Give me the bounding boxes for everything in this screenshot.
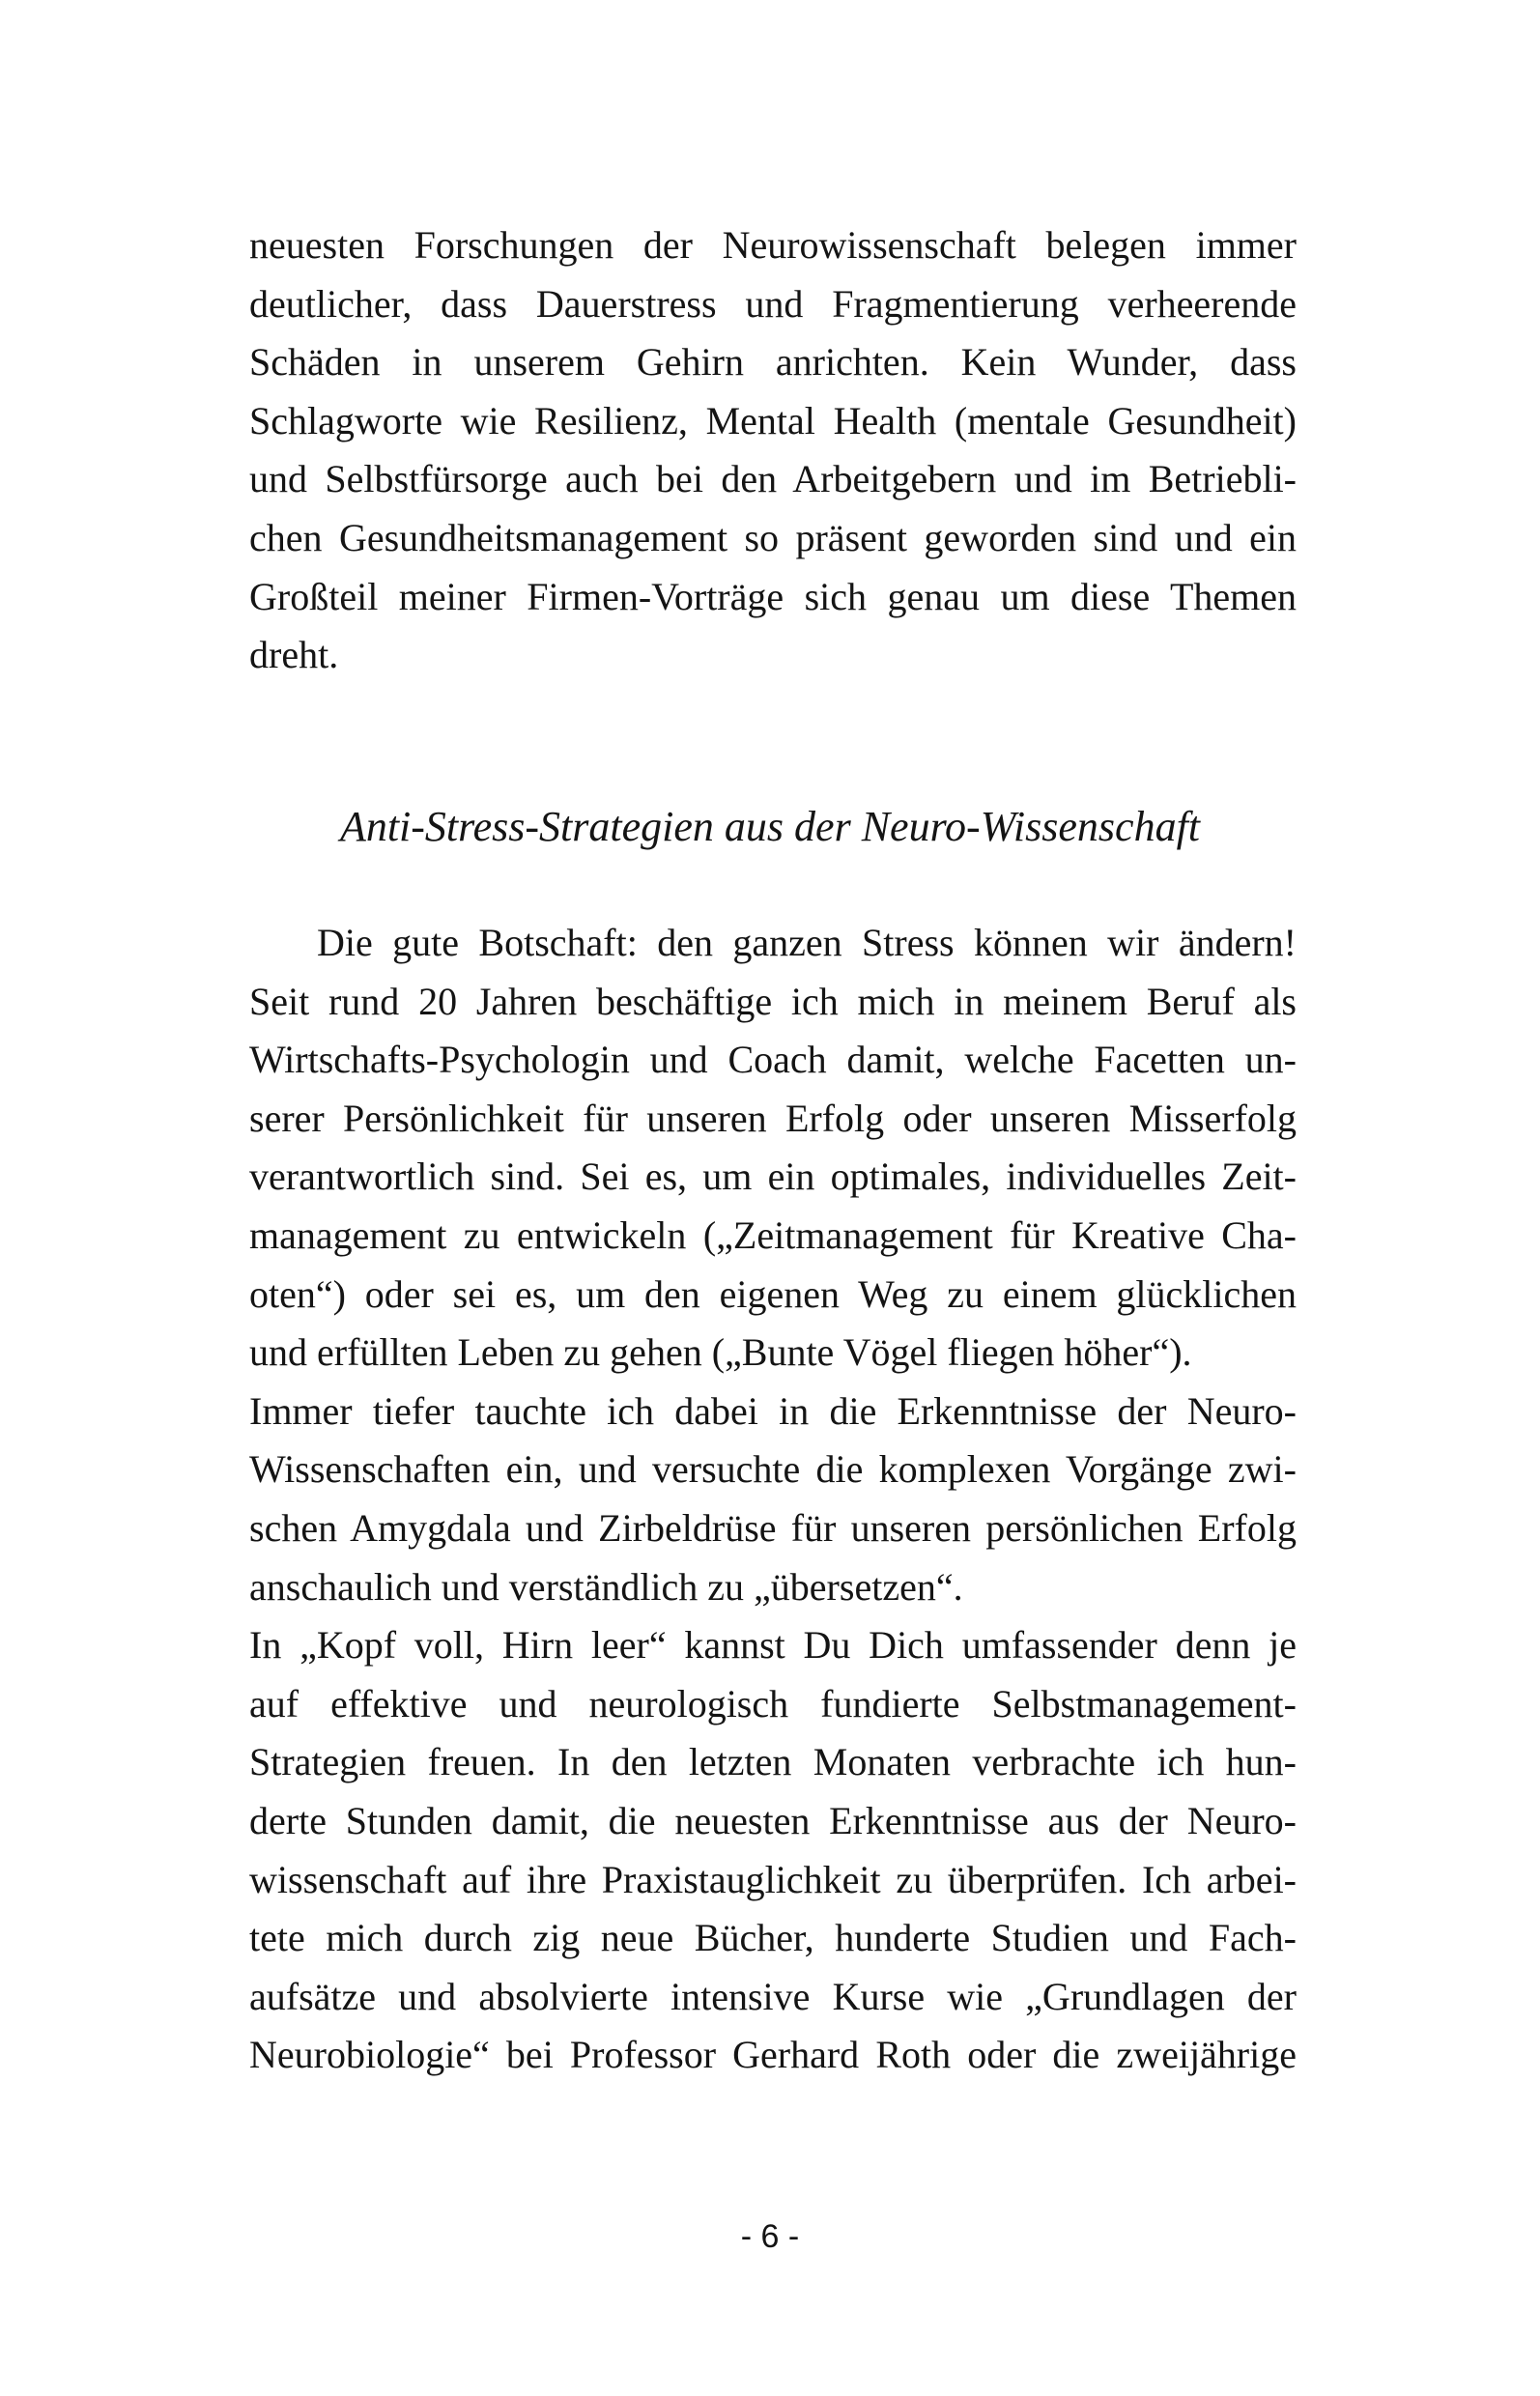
text-line: deutlicher, dass Dauerstress und Fragmentierung verheerende (249, 281, 1297, 326)
text-line: chen Gesundheitsmanagement so präsent geworden sind und ein (249, 515, 1297, 559)
text-line: dreht. (249, 633, 339, 677)
text-line: In „Kopf voll, Hirn leer“ kannst Du Dich umfassender denn je (249, 1623, 1297, 1668)
text-line: Schäden in unserem Gehirn anrichten. Kein Wunder, dass (249, 340, 1297, 385)
text-line: wissenschaft auf ihre Praxistauglichkeit zu überprüfen. Ich arbei- (249, 1857, 1297, 1901)
text-line: Neurobiologie“ bei Professor Gerhard Roth oder die zweijährige (249, 2033, 1297, 2077)
text-line: und erfüllten Leben zu gehen („Bunte Vögel fliegen höher“). (249, 1330, 1192, 1375)
text-line: Großteil meiner Firmen-Vorträge sich genau um diese Themen (249, 574, 1297, 618)
text-line: tete mich durch zig neue Bücher, hunderte Studien und Fach- (249, 1916, 1297, 1960)
text-line: auf effektive und neurologisch fundierte Selbstmanagement- (249, 1681, 1297, 1726)
section-heading: Anti-Stress-Strategien aus der Neuro-Wissenschaft (339, 803, 1201, 850)
text-line: neuesten Forschungen der Neurowissenschaft belegen immer (249, 223, 1297, 267)
page-number: - 6 - (740, 2218, 800, 2255)
text-line: schen Amygdala und Zirbeldrüse für unseren persönlichen Erfolg (249, 1505, 1297, 1550)
text-line: Immer tiefer tauchte ich dabei in die Erkenntnisse der Neuro- (249, 1388, 1297, 1433)
text-line: und Selbstfürsorge auch bei den Arbeitgebern und im Betriebli- (249, 457, 1297, 501)
paragraph-intro (249, 216, 1297, 685)
text-line: aufsätze und absolvierte intensive Kurse wie „Grundlagen der (249, 1974, 1297, 2018)
text-line: Seit rund 20 Jahren beschäftige ich mich in meinem Beruf als (249, 979, 1297, 1023)
text-line: management zu entwickeln („Zeitmanagement für Kreative Cha- (249, 1212, 1297, 1257)
text-line: oten“) oder sei es, um den eigenen Weg zu einem glücklichen (249, 1271, 1297, 1316)
text-line: verantwortlich sind. Sei es, um ein optimales, individuelles Zeit- (249, 1155, 1297, 1199)
text-line: Wissenschaften ein, und versuchte die komplexen Vorgänge zwi- (249, 1447, 1297, 1492)
text-line: serer Persönlichkeit für unseren Erfolg oder unseren Misserfolg (249, 1096, 1297, 1140)
text-line: Wirtschafts-Psychologin und Coach damit, welche Facetten un- (249, 1038, 1297, 1082)
text-line: Schlagworte wie Resilienz, Mental Health (mentale Gesundheit) (249, 398, 1297, 442)
text-line: anschaulich und verständlich zu „übersetzen“. (249, 1564, 963, 1609)
body-text (249, 914, 1297, 2085)
text-line: Strategien freuen. In den letzten Monaten verbrachte ich hun- (249, 1740, 1297, 1784)
text-line: derte Stunden damit, die neuesten Erkenntnisse aus der Neuro- (249, 1798, 1297, 1842)
text-line: Die gute Botschaft: den ganzen Stress können wir ändern! (317, 921, 1297, 964)
